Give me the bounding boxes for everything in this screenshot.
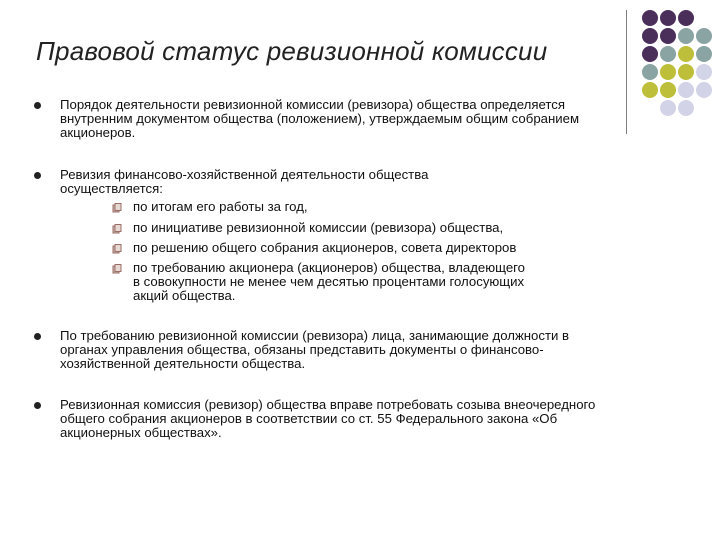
sub-bullet-icon [112,203,122,214]
sub-bullet-icon [112,244,122,255]
sub-item-text: по итогам его работы за год, [133,199,308,214]
sub-item-text: по требованию акционера (акционеров) общества, владеющего в совокупности не менее чем десятью процентами голосующих акций общества. [133,260,526,303]
bullet-dot [34,102,41,109]
bullet-text: Ревизия финансово-хозяйственной деятельности общества осуществляется: [60,167,429,196]
bullet-dot [34,402,41,409]
slide-title: Правовой статус ревизионной комиссии [36,36,548,66]
bullet-dot [34,333,41,340]
sub-item-text: по решению общего собрания акционеров, совета директоров [133,240,517,255]
bullet-text: Ревизионная комиссия (ревизор) общества вправе потребовать созыва внеочередного общего собрания акционеров в соответствии со ст. 55 Федерального закона «Об акционерных обществах». [60,397,596,440]
bullet-dot [34,172,41,179]
sub-bullet-icon [112,224,122,235]
sub-bullet-icon [112,264,122,275]
sub-item-text: по инициативе ревизионной комиссии (ревизора) общества, [133,220,504,235]
bullet-text: По требованию ревизионной комиссии (ревизора) лица, занимающие должности в органах управления общества, обязаны представить документы о финансово-хозяйственной деятельности общества. [60,328,570,371]
bullet-text: Порядок деятельности ревизионной комиссии (ревизора) общества определяется внутренним документом общества (положением), утверждаемым общим собранием акционеров. [60,97,580,140]
